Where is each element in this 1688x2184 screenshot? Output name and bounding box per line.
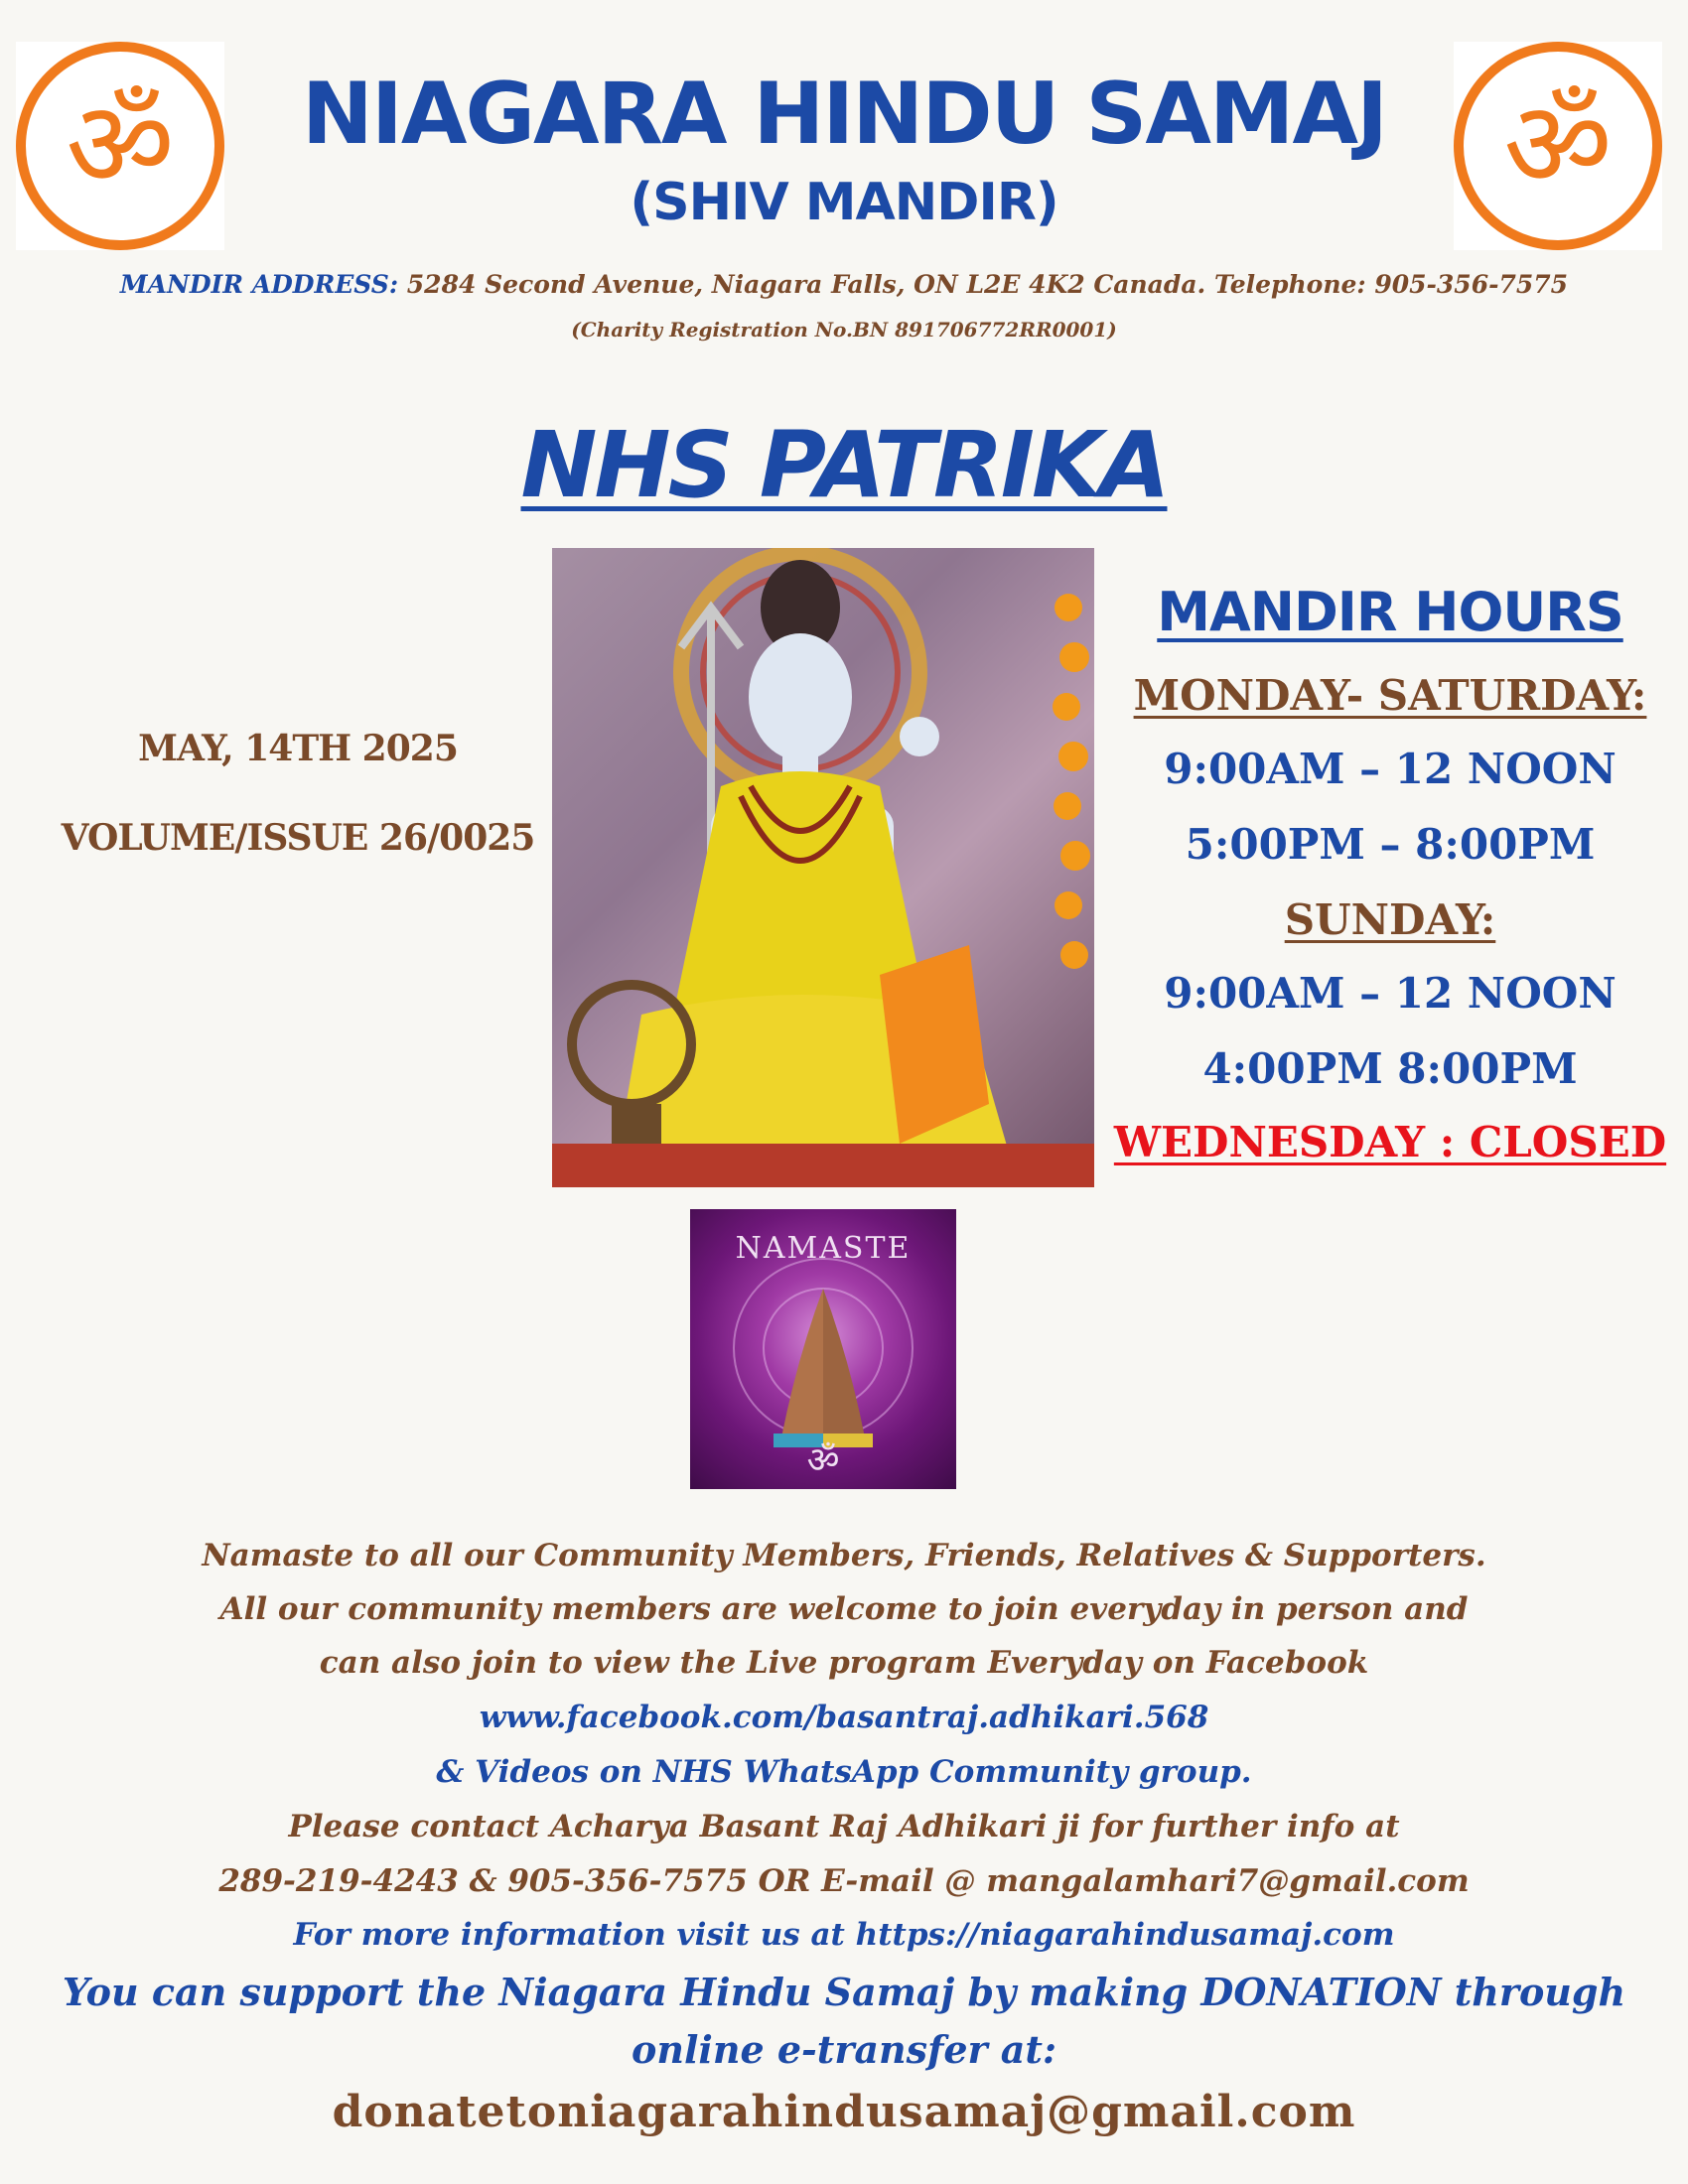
contact-line: Please contact Acharya Basant Raj Adhikari ji for further info at [288,1809,1400,1844]
om-logo-left [16,42,224,250]
weekday-evening-hours: 5:00PM – 8:00PM [1185,820,1596,869]
message-line-3: can also join to view the Live program Everyday on Facebook [319,1645,1369,1681]
issue-volume: VOLUME/ISSUE 26/0025 [61,817,535,859]
weekday-label: MONDAY- SATURDAY: [1133,671,1647,720]
address-text: 5284 Second Avenue, Niagara Falls, ON L2E 4K2 Canada. Telephone: 905-356-7575 [398,270,1569,299]
shiva-deity-image [552,548,1094,1187]
namaste-label: NAMASTE [735,1231,912,1266]
sunday-label: SUNDAY: [1284,895,1496,944]
organization-subtitle: (SHIV MANDIR) [630,173,1058,232]
sunday-morning-hours: 9:00AM – 12 NOON [1164,969,1617,1018]
donation-line-1: You can support the Niagara Hindu Samaj by making DONATION through [62,1970,1626,2014]
om-logo-right [1454,42,1662,250]
address-label: MANDIR ADDRESS: [119,270,399,299]
issue-date: MAY, 14TH 2025 [138,728,458,769]
om-icon: ॐ [16,42,224,250]
contact-phones-email: 289-219-4243 & 905-356-7575 OR E-mail @ mangalamhari7@gmail.com [218,1863,1470,1899]
whatsapp-line: & Videos on NHS WhatsApp Community group. [436,1754,1252,1790]
om-icon: ॐ [806,1440,840,1481]
sunday-evening-hours: 4:00PM 8:00PM [1202,1044,1578,1093]
closed-wrap [1112,1118,1668,1166]
om-icon: ॐ [1454,42,1662,250]
donation-email[interactable]: donatetoniagarahindusamaj@gmail.com [332,2087,1356,2137]
weekday-morning-hours: 9:00AM – 12 NOON [1164,745,1617,793]
mandir-hours-title: MANDIR HOURS [1157,581,1623,643]
donation-line-2: online e-transfer at: [631,2027,1057,2072]
charity-registration: (Charity Registration No.BN 891706772RR0001) [571,318,1117,341]
newsletter-title: NHS PATRIKA [520,412,1168,518]
wednesday-closed-notice: WEDNESDAY : CLOSED [1113,1118,1667,1166]
website-line[interactable]: For more information visit us at https://niagarahindusamaj.com [293,1917,1395,1953]
facebook-link[interactable]: www.facebook.com/basantraj.adhikari.568 [479,1700,1209,1735]
message-line-1: Namaste to all our Community Members, Friends, Relatives & Supporters. [202,1538,1486,1573]
organization-title: NIAGARA HINDU SAMAJ [301,65,1387,164]
message-line-2: All our community members are welcome to join everyday in person and [219,1591,1469,1627]
sunday-label-wrap [1112,895,1668,944]
mandir-address [40,270,1648,299]
namaste-image [690,1209,956,1489]
weekday-label-wrap [1112,671,1668,720]
